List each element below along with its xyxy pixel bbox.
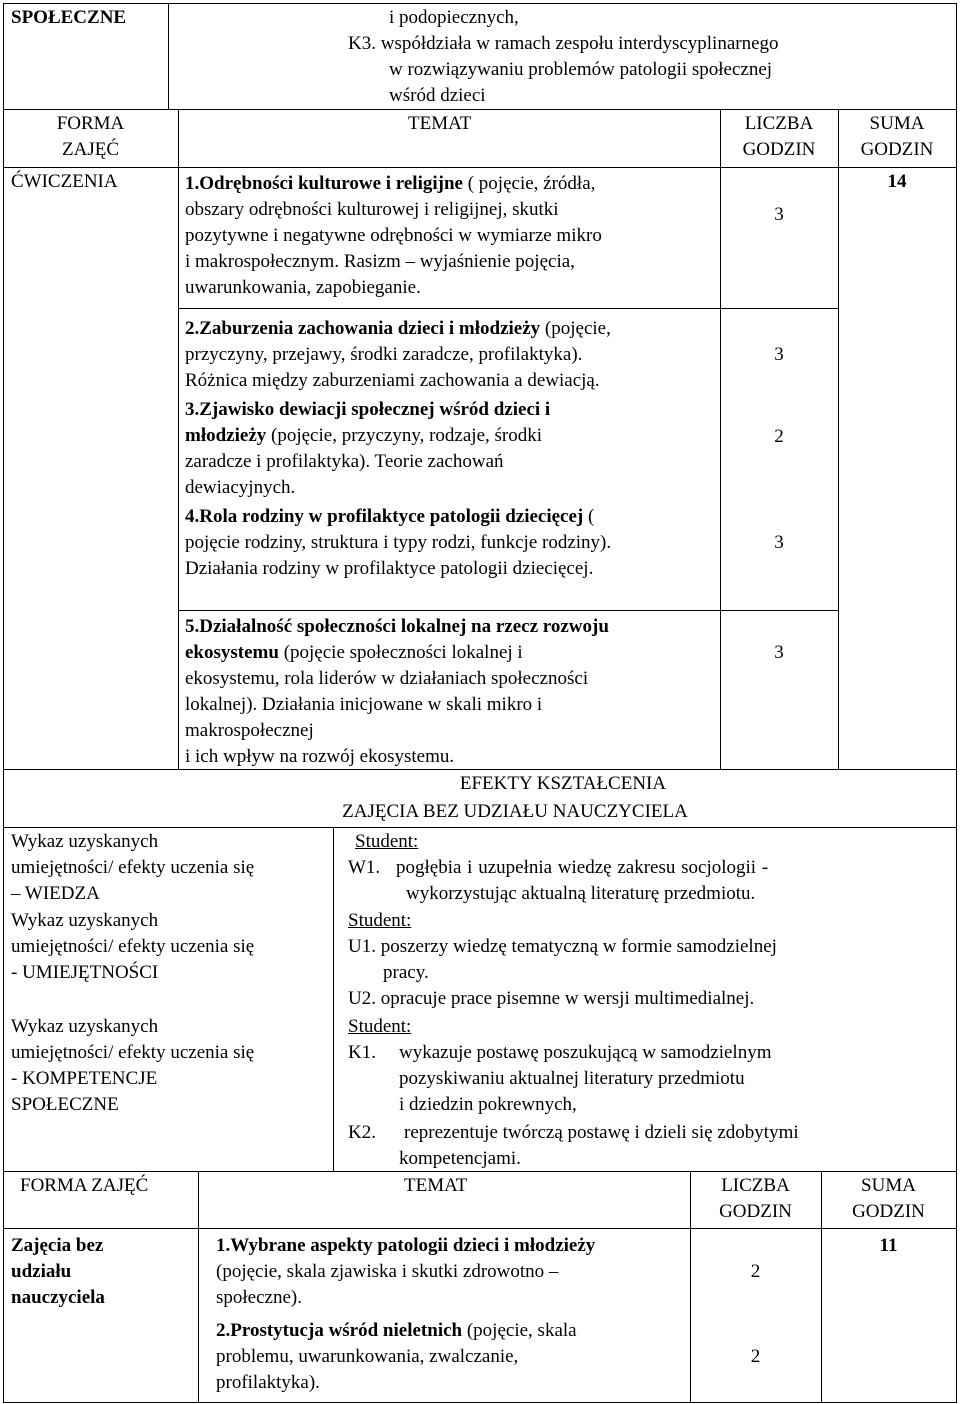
topic-text: pojęcie rodziny, struktura i typy rodzi, funkcje rodziny).: [185, 532, 612, 553]
topic-text: (pojęcie społeczności lokalnej i: [278, 642, 523, 663]
u2-text: U2. opracuje prace pisemne w wersji multimedialnej.: [348, 988, 755, 1009]
sum-value: 11: [879, 1235, 898, 1256]
hours-value: 2: [750, 1346, 761, 1367]
header-topic: TEMAT: [404, 1175, 468, 1196]
topic-text: pozytywne i negatywne odrębności w wymiarze mikro: [185, 225, 602, 246]
topic-text: (: [583, 506, 595, 527]
label-line: - KOMPETENCJE: [11, 1068, 158, 1089]
topic-line: [216, 1370, 320, 1396]
student-label: Student:: [348, 1016, 412, 1037]
header-hours: LICZBA: [721, 1175, 790, 1196]
hours-value: 3: [774, 532, 784, 553]
topic-line: [216, 1233, 595, 1259]
form-line: udziału: [11, 1261, 72, 1282]
topic-line: [185, 475, 295, 501]
k1-line: wykazuje postawę poszukującą w samodzielnym: [399, 1042, 772, 1063]
topic-title: młodzieży: [185, 425, 267, 446]
k3-line: w rozwiązywaniu problemów patologii społecznej: [389, 59, 773, 80]
topic-title: 3.Zjawisko dewiacji społecznej wśród dzieci i: [185, 399, 551, 420]
topic-line: [185, 692, 542, 718]
topic-line: [216, 1344, 518, 1370]
w1-text: pogłębia i uzupełnia wiedzę zakresu socjologii -: [396, 857, 769, 878]
label-line: umiejętności/ efekty uczenia się: [11, 936, 255, 957]
topic-text: problemu, uwarunkowania, zwalczanie,: [216, 1346, 519, 1367]
category-label: SPOŁECZNE: [11, 7, 127, 28]
k3-line: i podopiecznych,: [389, 7, 519, 28]
w1-code: W1.: [348, 857, 381, 878]
topic-text: i makrospołecznym. Rasizm – wyjaśnienie pojęcia,: [185, 251, 575, 272]
k2-code: K2.: [348, 1122, 376, 1143]
label-line: Wykaz uzyskanych: [11, 1016, 159, 1037]
topic-line: [185, 504, 594, 530]
outcomes-title: EFEKTY KSZTAŁCENIA: [459, 773, 667, 794]
label-line: – WIEDZA: [11, 883, 100, 904]
topic-text: społeczne).: [216, 1287, 302, 1308]
label-line: umiejętności/ efekty uczenia się: [11, 1042, 255, 1063]
topic-line: [185, 640, 523, 666]
topic-line: [185, 666, 588, 692]
topic-text: dewiacyjnych.: [185, 477, 296, 498]
header-sum: SUMA: [869, 113, 925, 134]
u1-text-2: pracy.: [383, 962, 429, 983]
header-hours-2: GODZIN: [719, 1201, 792, 1222]
form-line: nauczyciela: [11, 1287, 105, 1308]
topic-line: [185, 368, 600, 394]
topic-text: (pojęcie, skala: [462, 1320, 577, 1341]
header-topic: TEMAT: [408, 113, 472, 134]
header-sum-2: GODZIN: [860, 139, 934, 160]
topic-text: obszary odrębności kulturowej i religijnej, skutki: [185, 199, 559, 220]
topic-text: zaradcze i profilaktyka). Teorie zachowań: [185, 451, 504, 472]
header-form: FORMA: [56, 113, 125, 134]
topic-line: [185, 744, 454, 770]
topic-text: lokalnej). Działania inicjowane w skali mikro i: [185, 694, 543, 715]
w1-text-2: wykorzystując aktualną literaturę przedmiotu.: [406, 883, 756, 904]
topic-text: makrospołecznej: [185, 720, 314, 741]
k3-line: K3. współdziała w ramach zespołu interdyscyplinarnego: [348, 33, 779, 54]
topic-line: [185, 249, 575, 275]
k2-line: kompetencjami.: [399, 1148, 521, 1169]
form-value: ĆWICZENIA: [11, 171, 118, 192]
topic-line: [185, 556, 593, 582]
hours-value: 2: [750, 1261, 761, 1282]
topic-line: [185, 423, 542, 449]
topic-title: 2.Zaburzenia zachowania dzieci i młodzieży: [185, 318, 541, 339]
topic-text: profilaktyka).: [216, 1372, 320, 1393]
topic-line: [185, 342, 582, 368]
label-line: Wykaz uzyskanych: [11, 831, 159, 852]
header-sum: SUMA: [861, 1175, 916, 1196]
topic-line: [185, 530, 611, 556]
header-hours-2: GODZIN: [742, 139, 816, 160]
header-form-2: ZAJĘĆ: [62, 139, 119, 160]
topic-text: uwarunkowania, zapobieganie.: [185, 277, 421, 298]
topic-title: 1.Odrębności kulturowe i religijne: [185, 173, 463, 194]
hours-value: 3: [774, 642, 784, 663]
u1-text: U1. poszerzy wiedzę tematyczną w formie samodzielnej: [348, 936, 777, 957]
student-label: Student:: [355, 831, 419, 852]
topic-text: ekosystemu, rola liderów w działaniach społeczności: [185, 668, 589, 689]
header-hours: LICZBA: [744, 113, 814, 134]
sum-value: 14: [887, 171, 907, 192]
topic-text: (pojęcie, przyczyny, rodzaje, środki: [266, 425, 542, 446]
topic-line: [216, 1318, 577, 1344]
topic-line: [216, 1259, 558, 1285]
topic-line: [185, 171, 595, 197]
topic-text: przyczyny, przejawy, środki zaradcze, profilaktyka).: [185, 344, 583, 365]
k2-line: reprezentuje twórczą postawę i dzieli się zdobytymi: [404, 1122, 799, 1143]
topic-line: [185, 397, 550, 423]
topic-title: 1.Wybrane aspekty patologii dzieci i młodzieży: [216, 1235, 596, 1256]
topic-title: 2.Prostytucja wśród nieletnich: [216, 1320, 463, 1341]
label-line: Wykaz uzyskanych: [11, 910, 159, 931]
topic-line: [185, 718, 314, 744]
header-form: FORMA ZAJĘĆ: [20, 1175, 149, 1196]
topic-line: [216, 1285, 302, 1311]
label-line: SPOŁECZNE: [11, 1094, 119, 1115]
k3-line: wśród dzieci: [389, 85, 486, 106]
k1-line: pozyskiwaniu aktualnej literatury przedmiotu: [399, 1068, 745, 1089]
topic-line: [185, 197, 559, 223]
topic-line: [185, 316, 611, 342]
topic-text: Działania rodziny w profilaktyce patologii dziecięcej.: [185, 558, 594, 579]
topic-title: 4.Rola rodziny w profilaktyce patologii dziecięcej: [185, 506, 584, 527]
topic-text: Różnica między zaburzeniami zachowania a dewiacją.: [185, 370, 600, 391]
topic-text: i ich wpływ na rozwój ekosystemu.: [185, 746, 455, 767]
k1-line: i dziedzin pokrewnych,: [399, 1094, 577, 1115]
form-line: Zajęcia bez: [11, 1235, 104, 1256]
student-label: Student:: [348, 910, 412, 931]
label-line: umiejętności/ efekty uczenia się: [11, 857, 255, 878]
label-line: - UMIEJĘTNOŚCI: [11, 962, 159, 983]
topic-text: (pojęcie,: [540, 318, 611, 339]
topic-line: [185, 223, 602, 249]
hours-value: 3: [774, 204, 784, 225]
topic-line: [185, 449, 504, 475]
topic-text: ( pojęcie, źródła,: [462, 173, 596, 194]
k1-code: K1.: [348, 1042, 376, 1063]
outcomes-subtitle: ZAJĘCIA BEZ UDZIAŁU NAUCZYCIELA: [342, 801, 688, 822]
topic-text: (pojęcie, skala zjawiska i skutki zdrowotno –: [216, 1261, 559, 1282]
topic-line: [185, 275, 421, 301]
topic-title: ekosystemu: [185, 642, 279, 663]
topic-line: [185, 614, 609, 640]
hours-value: 3: [774, 344, 784, 365]
hours-value: 2: [774, 426, 784, 447]
header-sum-2: GODZIN: [852, 1201, 925, 1222]
topic-title: 5.Działalność społeczności lokalnej na rzecz rozwoju: [185, 616, 609, 637]
